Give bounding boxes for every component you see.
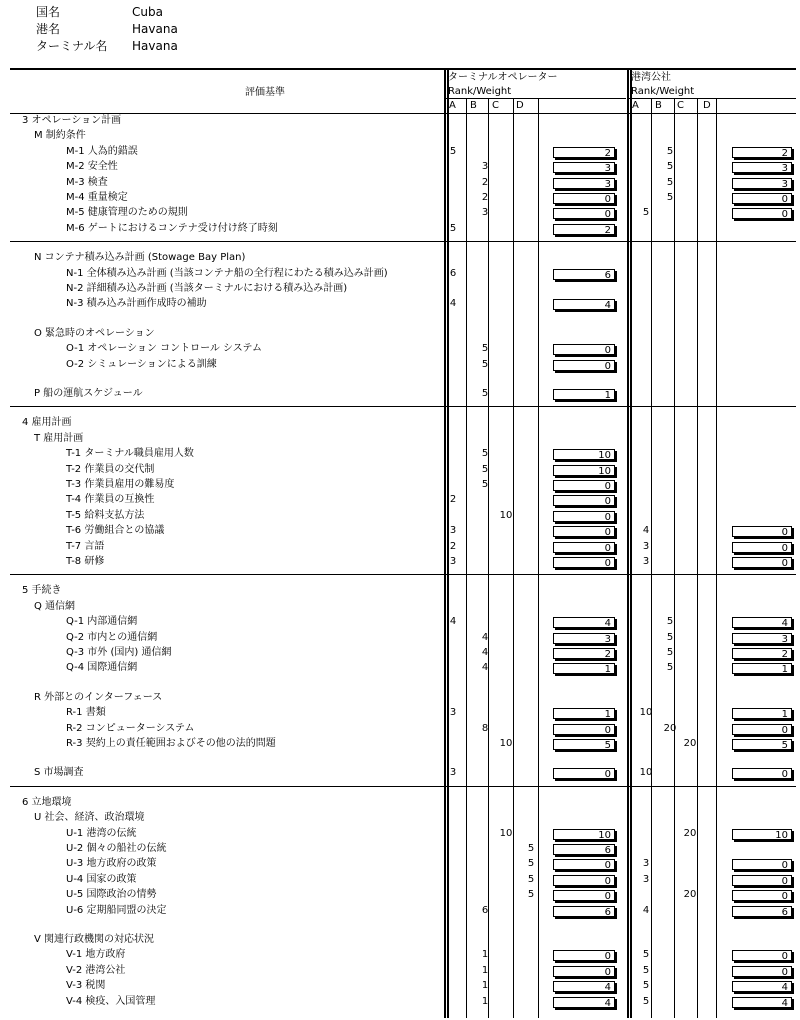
criterion-label: M-1 人為的錯誤	[66, 145, 138, 157]
section-heading: 5 手続き	[22, 585, 62, 597]
terminal-score-box: 0	[553, 724, 615, 735]
criterion-label: U-5 国際政治の情勢	[66, 889, 157, 901]
port-score-box: 0	[732, 875, 792, 886]
port-score-box: 3	[732, 178, 792, 189]
terminal-weight: 4	[481, 647, 489, 658]
port-value: Havana	[132, 22, 178, 36]
terminal-score-box: 0	[553, 890, 615, 901]
terminal-score-box: 10	[553, 465, 615, 476]
terminal-score-box: 10	[553, 449, 615, 460]
terminal-score-box: 0	[553, 193, 615, 204]
terminal-score-box: 0	[553, 768, 615, 779]
terminal-weight: 4	[481, 662, 489, 674]
criterion-label: V-1 地方政府	[66, 949, 126, 961]
criterion-label: Q-1 内部通信網	[66, 616, 138, 628]
port-weight: 5	[642, 207, 650, 219]
terminal-weight: 3	[481, 161, 489, 173]
port-weight: 5	[666, 616, 674, 628]
port-col-d: D	[703, 100, 711, 111]
port-col-c: C	[677, 100, 684, 111]
terminal-score-box: 0	[553, 950, 615, 961]
criterion-label: V-4 検疫、入国管理	[66, 995, 156, 1007]
criterion-label: U-2 個々の船社の伝統	[66, 843, 167, 854]
terminal-score-box: 0	[553, 966, 615, 977]
terminal-score-box: 6	[553, 269, 615, 280]
terminal-weight: 6	[481, 904, 489, 916]
port-score-box: 2	[732, 147, 792, 158]
port-score-box: 0	[732, 557, 792, 568]
category-heading: U 社会、経済、政治環境	[34, 812, 145, 824]
terminal-score-box: 0	[553, 859, 615, 870]
port-weight: 5	[666, 662, 674, 674]
terminal-score-box: 0	[553, 557, 615, 568]
terminal-score-box: 0	[553, 542, 615, 553]
port-score-box: 6	[732, 906, 792, 917]
port-weight: 5	[642, 995, 650, 1007]
port-score-box: 2	[732, 648, 792, 659]
terminal-weight: 10	[499, 827, 513, 839]
category-heading: O 緊急時のオペレーション	[34, 327, 155, 339]
terminal-score-box: 0	[553, 360, 615, 371]
category-heading: M 制約条件	[34, 130, 86, 142]
port-label: 港名	[36, 22, 61, 36]
terminal-weight: 5	[527, 889, 535, 901]
column-divider	[627, 68, 629, 1018]
terminal-score-box: 5	[553, 739, 615, 750]
terminal-weight: 10	[499, 509, 513, 521]
port-score-box: 0	[732, 542, 792, 553]
port-weight: 20	[663, 722, 677, 734]
criterion-label: N-1 全体積み込み計画 (当該コンテナ船の全行程にわたる積み込み計画)	[66, 267, 388, 279]
criterion-label: M-2 安全性	[66, 161, 118, 173]
port-score-box: 0	[732, 859, 792, 870]
port-score-box: 0	[732, 966, 792, 977]
column-divider	[630, 68, 632, 1018]
criterion-label: R-1 書類	[66, 707, 106, 719]
criterion-label: Q-3 市外 (国内) 通信網	[66, 647, 172, 658]
terminal-weight: 5	[481, 463, 489, 475]
terminal-score-box: 3	[553, 178, 615, 189]
port-weight: 3	[642, 858, 650, 870]
category-heading: T 雇用計画	[34, 432, 84, 444]
port-score-box: 10	[732, 829, 792, 840]
criterion-label: M-5 健康管理のための規則	[66, 207, 188, 219]
terminal-score-box: 0	[553, 511, 615, 522]
terminal-weight: 4	[449, 616, 457, 628]
country-label: 国名	[36, 5, 61, 19]
terminal-weight: 2	[481, 192, 489, 203]
section-heading: 4 雇用計画	[22, 417, 72, 429]
terminal-score-box: 0	[553, 526, 615, 537]
port-weight: 5	[666, 631, 674, 643]
terminal-weight: 1	[481, 995, 489, 1007]
criterion-label: T-6 労働組合との協議	[66, 525, 165, 537]
port-rank-weight-label: Rank/Weight	[631, 86, 695, 97]
port-score-box: 3	[732, 162, 792, 173]
terminal-score-box: 4	[553, 997, 615, 1008]
category-heading: S 市場調査	[34, 767, 84, 779]
section-divider	[10, 574, 796, 575]
section-divider	[10, 406, 796, 407]
terminal-weight: 3	[449, 556, 457, 567]
category-heading: R 外部とのインターフェース	[34, 691, 163, 703]
terminal-weight: 5	[481, 358, 489, 370]
terminal-score-box: 4	[553, 299, 615, 310]
terminal-weight: 3	[449, 767, 457, 779]
terminal-score-box: 2	[553, 147, 615, 158]
criterion-label: T-8 研修	[66, 556, 105, 567]
terminal-score-box: 0	[553, 875, 615, 886]
category-heading: P 船の運航スケジュール	[34, 388, 143, 399]
port-weight: 3	[642, 556, 650, 567]
port-authority-header: 港湾公社	[631, 72, 671, 83]
criterion-label: N-3 積み込み計画作成時の補助	[66, 298, 207, 310]
port-col-a: A	[632, 100, 639, 111]
terminal-score-box: 3	[553, 162, 615, 173]
port-weight: 5	[666, 647, 674, 658]
table-top-rule	[10, 68, 796, 70]
terminal-weight: 5	[449, 145, 457, 157]
terminal-score-box: 0	[553, 480, 615, 491]
criterion-label: N-2 詳細積み込み計画 (当該ターミナルにおける積み込み計画)	[66, 283, 348, 294]
column-divider	[488, 98, 489, 1018]
criterion-label: R-2 コンピューターシステム	[66, 722, 195, 734]
terminal-weight: 1	[481, 964, 489, 976]
criterion-label: M-3 検査	[66, 176, 108, 188]
port-weight: 4	[642, 904, 650, 916]
terminal-weight: 10	[499, 738, 513, 749]
terminal-weight: 8	[481, 722, 489, 734]
terminal-value: Havana	[132, 39, 178, 53]
criterion-label: V-2 港湾公社	[66, 964, 126, 976]
terminal-weight: 3	[481, 207, 489, 219]
port-weight: 20	[683, 738, 697, 749]
criterion-label: T-7 言語	[66, 540, 105, 552]
port-score-box: 0	[732, 208, 792, 219]
terminal-weight: 5	[481, 479, 489, 490]
criterion-label: T-4 作業員の互換性	[66, 494, 155, 506]
terminal-score-box: 2	[553, 648, 615, 659]
criterion-label: R-3 契約上の責任範囲およびその他の法的問題	[66, 738, 276, 749]
terminal-weight: 5	[527, 843, 535, 854]
port-weight: 3	[642, 873, 650, 885]
port-score-box: 0	[732, 768, 792, 779]
category-heading: N コンテナ積み込み計画 (Stowage Bay Plan)	[34, 252, 246, 264]
terminal-weight: 1	[481, 980, 489, 992]
terminal-weight: 5	[527, 873, 535, 885]
table-header-rule	[10, 113, 796, 114]
terminal-col-a: A	[449, 100, 456, 111]
terminal-score-box: 0	[553, 208, 615, 219]
criterion-label: V-3 税関	[66, 980, 106, 992]
column-divider	[716, 98, 717, 1018]
port-weight: 5	[666, 145, 674, 157]
terminal-weight: 2	[449, 494, 457, 506]
category-heading: Q 通信網	[34, 600, 76, 612]
terminal-weight: 3	[449, 707, 457, 719]
port-weight: 5	[666, 161, 674, 173]
port-weight: 10	[639, 707, 653, 719]
terminal-score-box: 1	[553, 663, 615, 674]
terminal-score-box: 4	[553, 981, 615, 992]
terminal-weight: 6	[449, 267, 457, 279]
port-score-box: 4	[732, 617, 792, 628]
port-score-box: 1	[732, 663, 792, 674]
criterion-label: M-6 ゲートにおけるコンテナ受け付け終了時刻	[66, 222, 278, 234]
terminal-score-box: 6	[553, 906, 615, 917]
terminal-score-box: 4	[553, 617, 615, 628]
criterion-label: U-1 港湾の伝統	[66, 827, 137, 839]
terminal-weight: 5	[481, 343, 489, 355]
section-divider	[10, 241, 796, 242]
column-divider	[538, 98, 539, 1018]
criterion-label: Q-4 国際通信網	[66, 662, 138, 674]
criterion-label: O-2 シミュレーションによる訓練	[66, 358, 217, 370]
port-weight: 20	[683, 889, 697, 901]
port-weight: 5	[642, 964, 650, 976]
port-score-box: 4	[732, 997, 792, 1008]
terminal-weight: 4	[481, 631, 489, 643]
terminal-weight: 5	[481, 448, 489, 460]
port-score-box: 0	[732, 724, 792, 735]
criterion-label: T-3 作業員雇用の難易度	[66, 479, 175, 490]
terminal-score-box: 1	[553, 708, 615, 719]
criterion-label: T-1 ターミナル職員雇用人数	[66, 448, 194, 460]
terminal-weight: 2	[481, 176, 489, 188]
terminal-operator-header: ターミナルオペレーター	[448, 72, 558, 83]
country-value: Cuba	[132, 5, 163, 19]
port-weight: 20	[683, 827, 697, 839]
port-col-b: B	[655, 100, 662, 111]
terminal-weight: 4	[449, 298, 457, 310]
port-weight: 5	[666, 176, 674, 188]
terminal-label: ターミナル名	[36, 39, 108, 53]
criterion-label: U-4 国家の政策	[66, 873, 137, 885]
column-divider	[697, 98, 698, 1018]
terminal-weight: 5	[527, 858, 535, 870]
terminal-rank-weight-label: Rank/Weight	[448, 86, 512, 97]
criterion-label: T-5 給料支払方法	[66, 509, 145, 521]
terminal-score-box: 10	[553, 829, 615, 840]
criteria-header: 評価基準	[245, 87, 285, 98]
terminal-weight: 1	[481, 949, 489, 961]
terminal-score-box: 6	[553, 844, 615, 855]
port-score-box: 1	[732, 708, 792, 719]
terminal-col-d: D	[516, 100, 524, 111]
terminal-score-box: 0	[553, 495, 615, 506]
terminal-weight: 5	[481, 388, 489, 399]
terminal-score-box: 3	[553, 633, 615, 644]
port-weight: 5	[642, 980, 650, 992]
criterion-label: O-1 オペレーション コントロール システム	[66, 343, 263, 355]
criterion-label: T-2 作業員の交代制	[66, 463, 155, 475]
criterion-label: M-4 重量検定	[66, 192, 128, 203]
column-divider	[674, 98, 675, 1018]
terminal-weight: 2	[449, 540, 457, 552]
port-score-box: 0	[732, 890, 792, 901]
port-weight: 4	[642, 525, 650, 537]
port-weight: 3	[642, 540, 650, 552]
terminal-col-c: C	[492, 100, 499, 111]
port-score-box: 5	[732, 739, 792, 750]
terminal-score-box: 2	[553, 224, 615, 235]
column-divider	[466, 98, 467, 1018]
terminal-col-b: B	[470, 100, 477, 111]
terminal-score-box: 1	[553, 389, 615, 400]
criterion-label: U-6 定期船同盟の決定	[66, 904, 167, 916]
port-score-box: 3	[732, 633, 792, 644]
port-score-box: 0	[732, 193, 792, 204]
terminal-score-box: 0	[553, 344, 615, 355]
terminal-weight: 5	[449, 222, 457, 234]
section-heading: 3 オペレーション計画	[22, 115, 122, 126]
port-weight: 5	[642, 949, 650, 961]
criterion-label: Q-2 市内との通信網	[66, 631, 158, 643]
section-heading: 6 立地環境	[22, 796, 72, 808]
category-heading: V 関連行政機関の対応状況	[34, 934, 155, 945]
section-divider	[10, 786, 796, 787]
criterion-label: U-3 地方政府の政策	[66, 858, 157, 870]
port-score-box: 0	[732, 950, 792, 961]
port-score-box: 4	[732, 981, 792, 992]
port-score-box: 0	[732, 526, 792, 537]
port-weight: 5	[666, 192, 674, 203]
terminal-weight: 3	[449, 525, 457, 537]
port-weight: 10	[639, 767, 653, 779]
column-divider	[513, 98, 514, 1018]
